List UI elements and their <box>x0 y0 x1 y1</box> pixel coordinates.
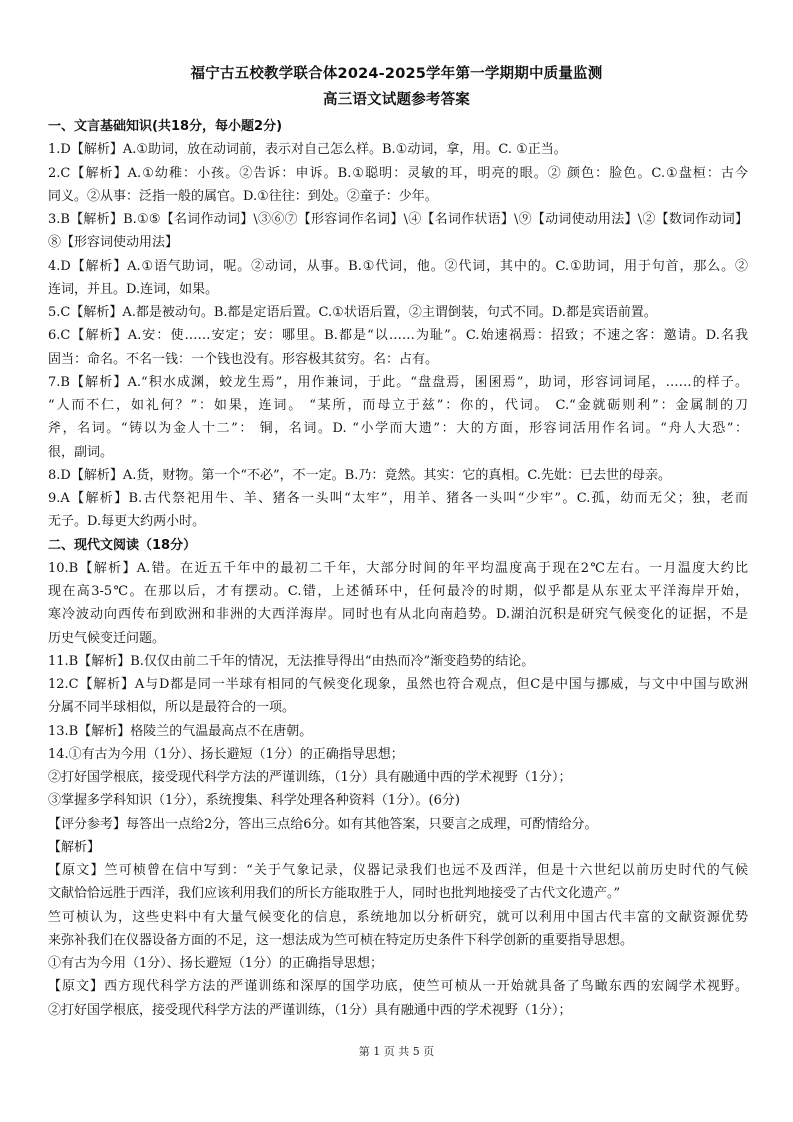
text-line: ⑧【形容词使动用法】 <box>48 235 179 251</box>
text-line: 同义。②从事：泛指一般的属官。D.①往往：到处。②童子：少年。 <box>48 188 438 204</box>
text-line: 很，副词。 <box>48 444 114 460</box>
text-line: 13.B【解析】格陵兰的气温最高点不在唐朝。 <box>48 723 313 739</box>
document-title: 福宁古五校教学联合体2024-2025学年第一学期期中质量监测 <box>190 66 603 82</box>
text-line: ③掌握多学科知识（1分），系统搜集、科学处理各种资料（1分）。(6分) <box>48 793 460 809</box>
text-line: ②打好国学根底，接受现代科学方法的严谨训练，（1分）具有融通中西的学术视野（1分）； <box>48 770 572 785</box>
text-line: 1.D【解析】A.①助词，放在动词前，表示对自己怎么样。B.①动词，拿，用。C. ①正当。 <box>48 142 567 158</box>
text-line: 10.B【解析】A.错。在近五千年中的最初二千年，大部分时间的年平均温度高于现在2℃左右。一月温度大约比 <box>48 560 748 576</box>
page-footer: 第 1 页 共 5 页 <box>358 1045 435 1058</box>
text-line: 固当：命名。不名一钱：一个钱也没有。形容极其贫穷。名：占有。 <box>48 351 439 367</box>
text-line: 6.C【解析】A.安：使……安定；安：哪里。B.都是“以……为耻”。C.始速祸焉：招致；不速之客：邀请。D.名我 <box>48 328 748 344</box>
text-line: 8.D【解析】A.货，财物。第一个“不必”，不一定。B.乃：竟然。其实：它的真相。C.先妣：已去世的母亲。 <box>48 467 671 483</box>
text-line: 2.C【解析】A.①幼稚：小孩。②告诉：申诉。B.①聪明：灵敏的耳，明亮的眼。② 颜色：脸色。C.①盘桓：古今 <box>48 165 748 181</box>
text-line: “人而不仁，如礼何？”：如果，连词。 “某所，而母立于兹”：你的，代词。 C.“金就砺则利”：金属制的刀 <box>48 398 748 413</box>
section-heading: 二、现代文阅读（18分） <box>48 537 197 553</box>
section-heading: 一、文言基础知识(共18分，每小题2分) <box>48 119 283 134</box>
text-line: 历史气候变迁问题。 <box>48 630 166 646</box>
text-line: 14.①有古为今用（1分）、扬长避短（1分）的正确指导思想； <box>48 746 404 762</box>
text-line: 【原文】西方现代科学方法的严谨训练和深厚的国学功底，使竺可桢从一开始就具备了鸟瞰东西的宏阔学术视野。 <box>48 979 748 995</box>
text-line: 无子。D.每更大约两小时。 <box>48 514 206 530</box>
text-line: 寒冷波动向西传布到欧洲和非洲的大西洋海岸。同时也有从北向南趋势。D.湖泊沉积是研究气候变化的证据，不是 <box>48 607 748 623</box>
text-line: 现在高3-5℃。在那以后，才有摆动。C.错，上述循环中，任何最冷的时期，似乎都是从东亚太平洋海岸开始， <box>48 584 748 599</box>
text-line: 7.B【解析】A.“积水成渊，蛟龙生焉”，用作兼词，于此。“盘盘焉，囷囷焉”，助词，形容词词尾，……的样子。 <box>48 374 748 390</box>
text-line: 12.C【解析】A与D都是同一半球有相同的气候变化现象，虽然也符合观点，但C是中国与挪威，与文中中国与欧洲 <box>48 677 748 692</box>
text-line: 来弥补我们在仪器设备方面的不足，这一想法成为竺可桢在特定历史条件下科学创新的重要指导思想。 <box>48 932 634 948</box>
text-line: 分属不同半球相似，所以是最符合的一项。 <box>48 700 296 716</box>
text-line: 9.A【解析】B.古代祭祀用牛、羊、猪各一头叫“太牢”，用羊、猪各一头叫“少牢”。C.孤，幼而无父；独，老而 <box>48 491 748 506</box>
answer-content <box>48 115 748 1022</box>
text-line: 斧，名词。“铸以为金人十二”： 铜，名词。D. “小学而大遗”：大的方面，形容词活用作名词。“舟人大恐”： <box>48 421 748 437</box>
document-subtitle: 高三语文试题参考答案 <box>323 92 470 108</box>
text-line: ②打好国学根底，接受现代科学方法的严谨训练，（1分）具有融通中西的学术视野（1分）； <box>48 1002 572 1018</box>
text-line: 4.D【解析】A.①语气助词，呢。②动词，从事。B.①代词，他。②代词，其中的。C.①助词，用于句首，那么。② <box>48 258 748 274</box>
text-line: ①有古为今用（1分）、扬长避短（1分）的正确指导思想； <box>48 956 384 971</box>
text-line: 5.C【解析】A.都是被动句。B.都是定语后置。C.①状语后置，②主谓倒装，句式不同。D.都是宾语前置。 <box>48 305 657 320</box>
text-line: 3.B【解析】B.①⑤【名词作动词】\③⑥⑦【形容词作名词】\④【名词作状语】\⑨【动词使动用法】\②【数词作动词】 <box>48 212 748 227</box>
text-line: 【原文】竺可桢曾在信中写到：“关于气象记录，仪器记录我们也远不及西洋，但是十六世纪以前历史时代的气候 <box>48 863 748 878</box>
text-line: 竺可桢认为，这些史料中有大量气候变化的信息，系统地加以分析研究，就可以利用中国古代丰富的文献资源优势 <box>48 909 748 925</box>
text-line: 连词，并且。D.连词，如果。 <box>48 281 219 297</box>
text-line: 【评分参考】每答出一点给2分，答出三点给6分。如有其他答案，只要言之成理，可酌情给分。 <box>48 816 598 832</box>
text-line: 【解析】 <box>48 839 101 855</box>
text-line: 文献恰恰远胜于西洋，我们应该利用我们的所长方能取胜于人，同时也批判地接受了古代文化遗产。” <box>48 886 621 902</box>
text-line: 11.B【解析】B.仅仅由前二千年的情况，无法推导得出“由热而冷”渐变趋势的结论。 <box>48 653 535 669</box>
